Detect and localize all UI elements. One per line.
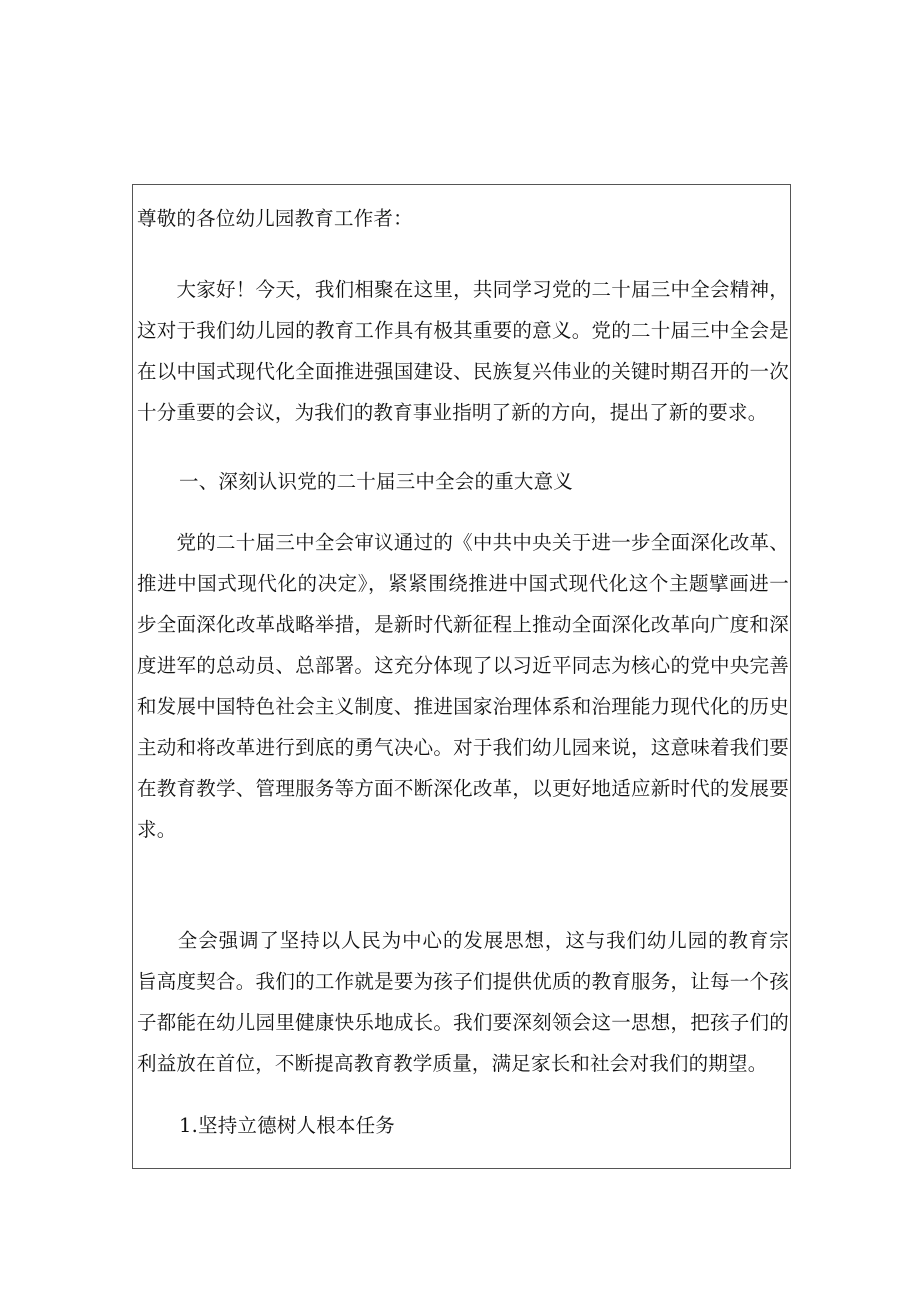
paragraph-line: 求。	[137, 818, 177, 841]
paragraph-significance	[137, 522, 789, 850]
paragraph-opening	[137, 269, 789, 433]
paragraph-line: 利益放在首位，不断提高教育教学质量，满足家长和社会对我们的期望。	[137, 1052, 768, 1075]
paragraph-line: 在以中国式现代化全面推进强国建设、民族复兴伟业的关键时期召开的一次	[137, 360, 789, 383]
sub-heading: 1.坚持立德树人根本任务	[179, 1114, 396, 1137]
section-heading: 一、深刻认识党的二十届三中全会的重大意义	[179, 470, 574, 493]
paragraph-line: 主动和将改革进行到底的勇气决心。对于我们幼儿园来说，这意味着我们要	[137, 736, 789, 759]
paragraph-line: 党的二十届三中全会审议通过的《中共中央关于进一步全面深化改革、	[137, 531, 789, 554]
paragraph-line: 十分重要的会议，为我们的教育事业指明了新的方向，提出了新的要求。	[137, 401, 768, 424]
salutation: 尊敬的各位幼儿园教育工作者：	[137, 207, 413, 230]
paragraph-people-centered	[137, 920, 789, 1084]
paragraph-line: 全会强调了坚持以人民为中心的发展思想，这与我们幼儿园的教育宗	[137, 929, 789, 952]
paragraph-line: 大家好！今天，我们相聚在这里，共同学习党的二十届三中全会精神，	[137, 278, 789, 301]
paragraph-line: 在教育教学、管理服务等方面不断深化改革，以更好地适应新时代的发展要	[137, 777, 789, 800]
paragraph-line: 旨高度契合。我们的工作就是要为孩子们提供优质的教育服务，让每一个孩	[137, 970, 789, 993]
paragraph-line: 和发展中国特色社会主义制度、推进国家治理体系和治理能力现代化的历史	[137, 695, 789, 718]
paragraph-line: 子都能在幼儿园里健康快乐地成长。我们要深刻领会这一思想，把孩子们的	[137, 1011, 789, 1034]
paragraph-line: 这对于我们幼儿园的教育工作具有极其重要的意义。党的二十届三中全会是	[137, 319, 789, 342]
paragraph-line: 度进军的总动员、总部署。这充分体现了以习近平同志为核心的党中央完善	[137, 654, 789, 677]
paragraph-line: 步全面深化改革战略举措，是新时代新征程上推动全面深化改革向广度和深	[137, 613, 789, 636]
paragraph-line: 推进中国式现代化的决定》，紧紧围绕推进中国式现代化这个主题擘画进一	[137, 572, 789, 595]
document-frame	[132, 184, 791, 1169]
